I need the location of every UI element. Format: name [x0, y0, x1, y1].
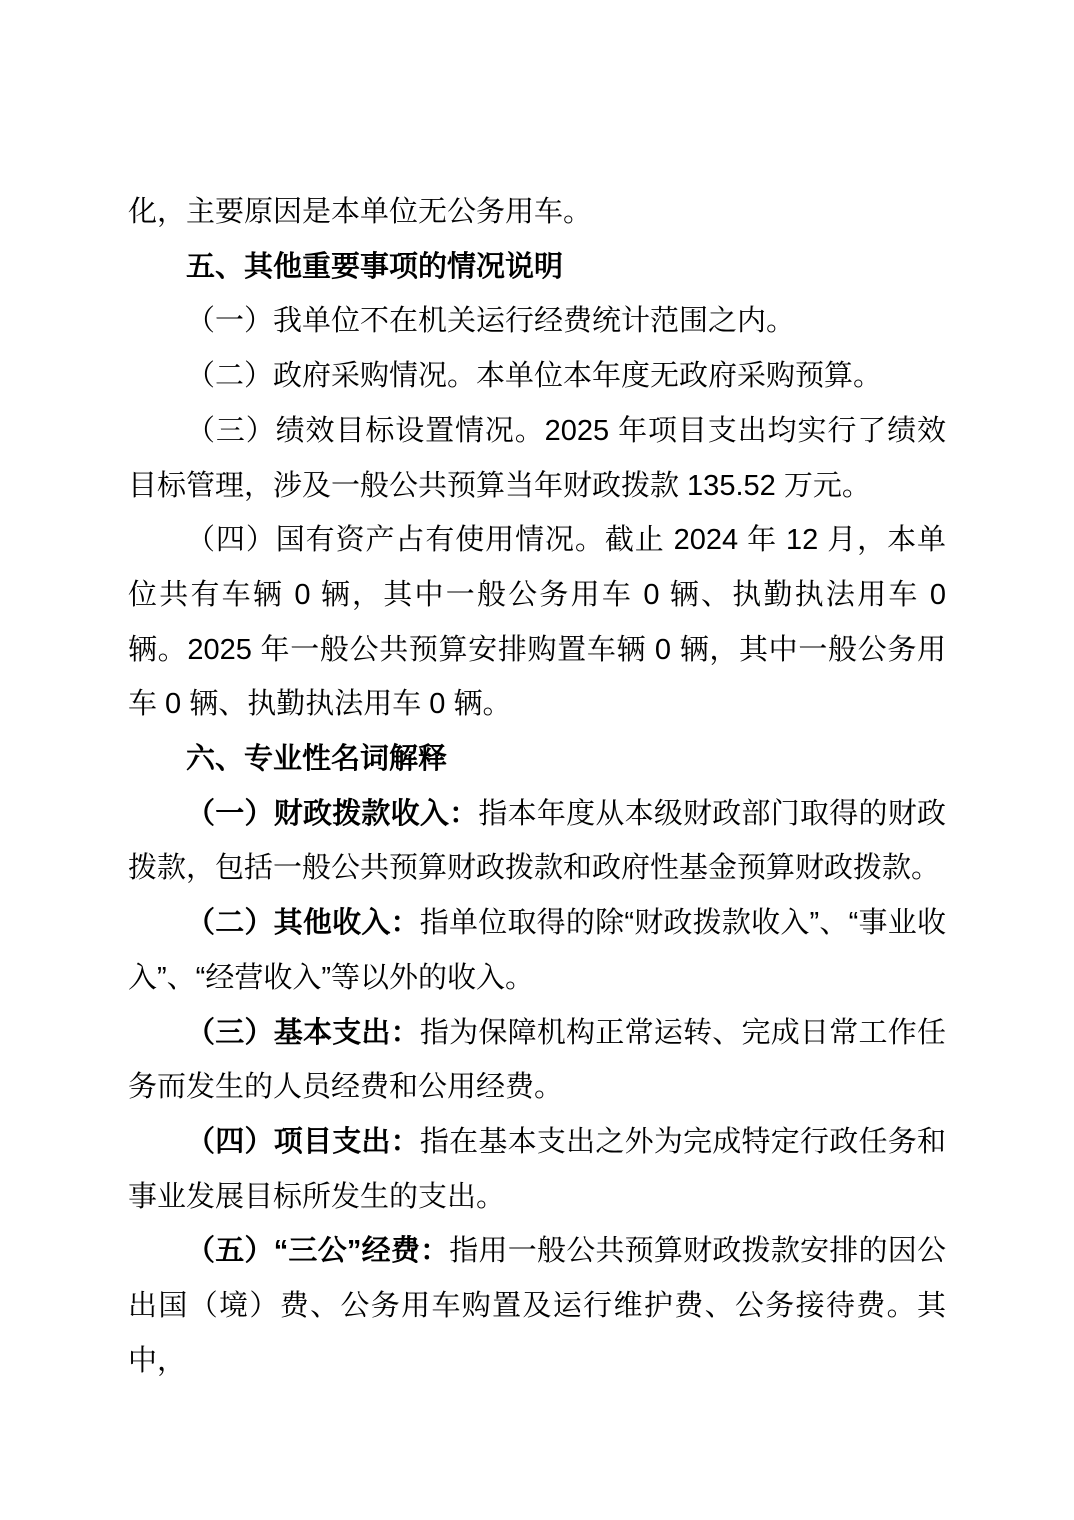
term-project-expenditure: （四）项目支出：: [186, 1125, 420, 1158]
section-six-item-1: [128, 787, 946, 896]
definition-three-public-expenses: 指用一般公共预算财政拨款安排的因公出国（境）费、公务用车购置及运行维护费、公务接待费。其中，: [128, 1235, 946, 1377]
term-other-income: （二）其他收入：: [186, 907, 420, 940]
section-five-item-3: （三）绩效目标设置情况。2025 年项目支出均实行了绩效目标管理，涉及一般公共预算当年财政拨款 135.52 万元。: [128, 414, 946, 502]
section-six-item-2: [128, 896, 946, 1005]
section-five-item-1: （一）我单位不在机关运行经费统计范围之内。: [186, 305, 796, 338]
term-fiscal-appropriation-income: （一）财政拨款收入：: [186, 797, 479, 830]
section-six-item-3: [128, 1006, 946, 1115]
section-five-item-4: （四）国有资产占有使用情况。截止 2024 年 12 月，本单位共有车辆 0 辆，其中一般公务用车 0 辆、执勤执法用车 0 辆。2025 年一般公共预算安排购置车辆 0 辆，其中一般公务用车 0 辆、执勤执法用车 0 辆。: [128, 524, 946, 721]
term-three-public-expenses: （五）“三公”经费：: [186, 1235, 450, 1268]
definition-fiscal-appropriation-income: 指本年度从本级财政部门取得的财政拨款，包括一般公共预算财政拨款和政府性基金预算财政拨款。: [128, 797, 946, 885]
term-basic-expenditure: （三）基本支出：: [186, 1016, 420, 1049]
section-six-heading: 六、专业性名词解释: [186, 743, 448, 776]
page-content: [128, 185, 946, 1388]
definition-other-income: 指单位取得的除“财政拨款收入”、“事业收入”、“经营收入”等以外的收入。: [128, 907, 946, 994]
section-five-item-2: （二）政府采购情况。本单位本年度无政府采购预算。: [186, 360, 883, 393]
section-six-item-4: [128, 1115, 946, 1224]
definition-basic-expenditure: 指为保障机构正常运转、完成日常工作任务而发生的人员经费和公用经费。: [128, 1016, 946, 1104]
paragraph-continuation: 化，主要原因是本单位无公务用车。: [128, 196, 593, 228]
definition-project-expenditure: 指在基本支出之外为完成特定行政任务和事业发展目标所发生的支出。: [128, 1125, 946, 1213]
section-five-heading: 五、其他重要事项的情况说明: [186, 250, 564, 283]
section-six-item-5: [128, 1224, 946, 1388]
